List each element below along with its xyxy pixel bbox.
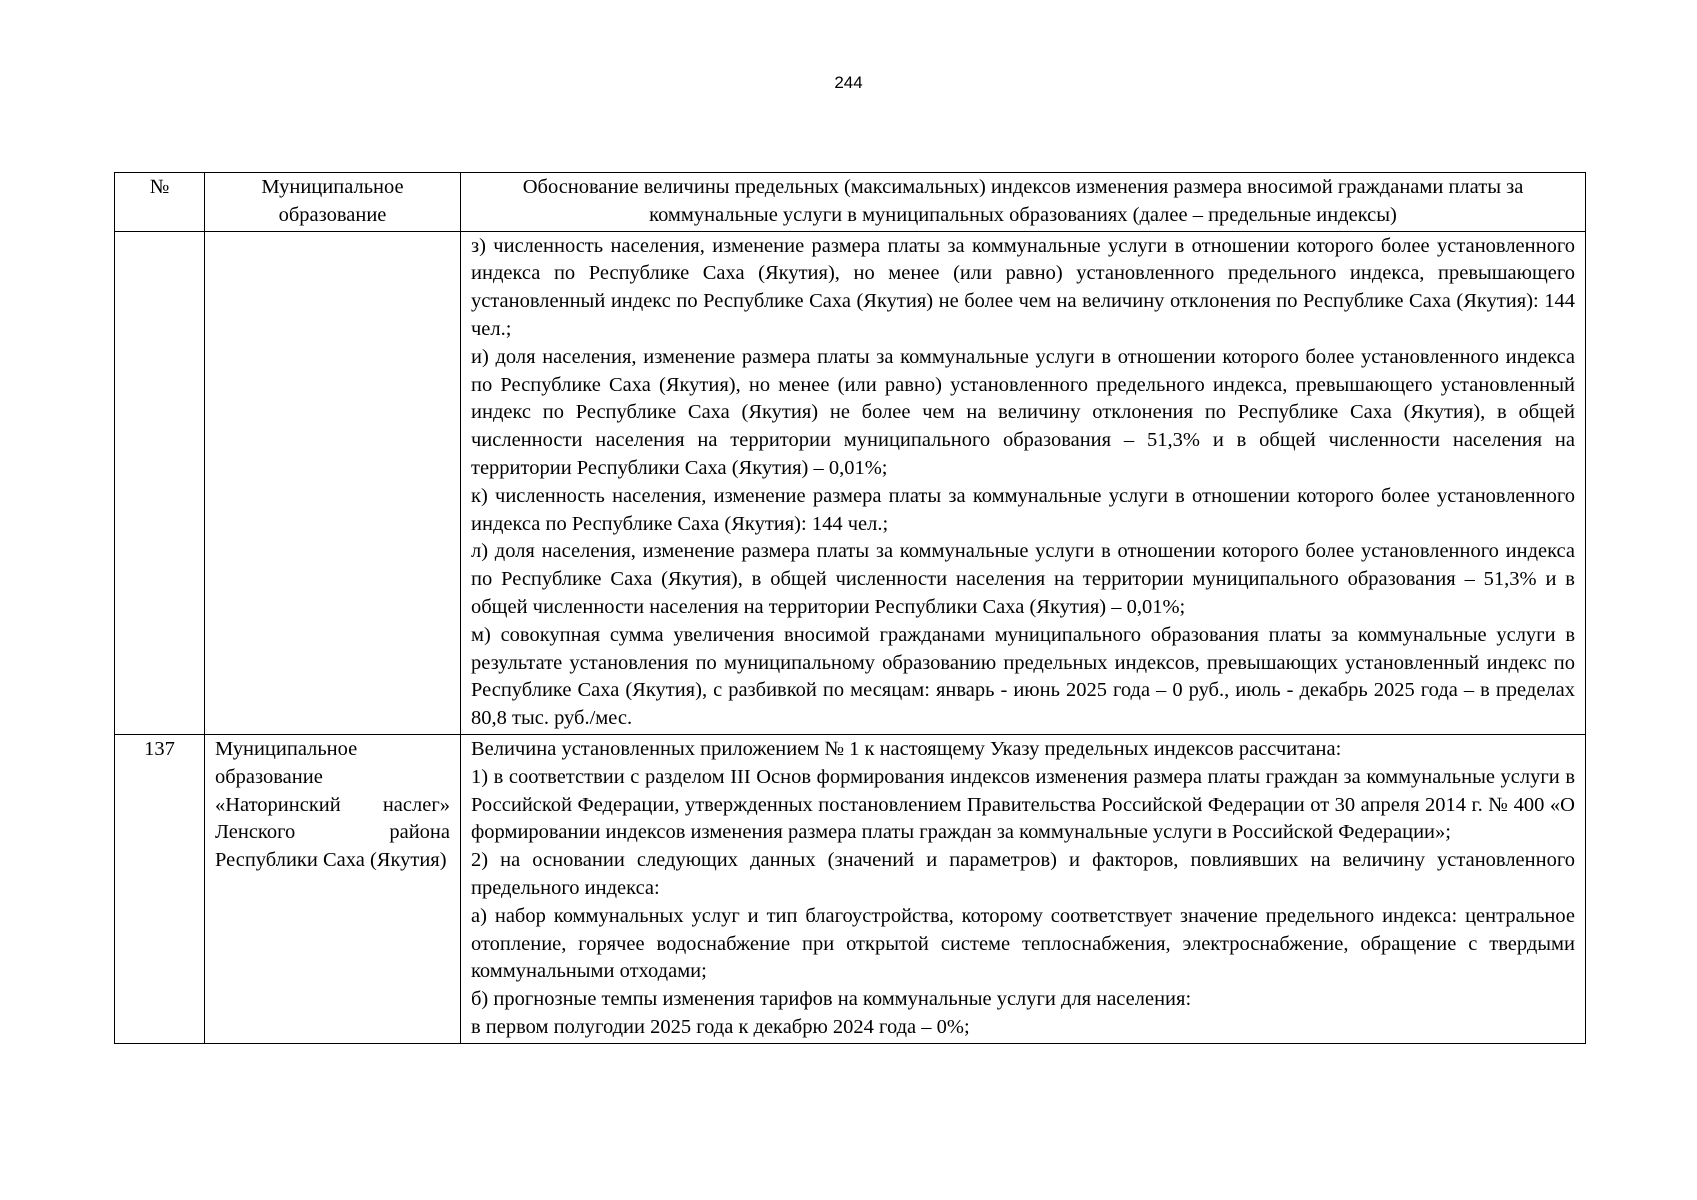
paragraph-k: к) численность населения, изменение размера платы за коммунальные услуги в отношении которого более установленного индекса по Республике Саха (Якутия): 144 чел.; [471, 484, 1575, 535]
header-num: № [115, 173, 205, 232]
paragraph-a: а) набор коммунальных услуг и тип благоустройства, которому соответствует значение предельного индекса: центральное отопление, горячее водоснабжение при открытой системе теплоснабжения, электроснабжение, обращение с твердыми коммунальными отходами; [471, 904, 1575, 983]
justification-table [114, 172, 1586, 1044]
paragraph-z: з) численность населения, изменение размера платы за коммунальные услуги в отношении которого более установленного индекса по Республике Саха (Якутия), но менее (или равно) установленного предельного индекса, превышающего установленный индекс по Республике Саха (Якутия) не более чем на величину отклонения по Республике Саха (Якутия): 144 чел.; [471, 234, 1575, 340]
paragraph-1: 1) в соответствии с разделом III Основ формирования индексов изменения размера платы граждан за коммунальные услуги в Российской Федерации, утвержденных постановлением Правительства Российской Федерации от 30 апреля 2014 г. № 400 «О формировании индексов изменения размера платы граждан за коммунальные услуги в Российской Федерации»; [471, 765, 1575, 844]
header-justification: Обоснование величины предельных (максимальных) индексов изменения размера вносимой гражданами платы за коммунальные услуги в муниципальных образованиях (далее – предельные индексы) [461, 173, 1586, 232]
paragraph-intro: Величина установленных приложением № 1 к настоящему Указу предельных индексов рассчитана: [471, 737, 1342, 760]
paragraph-b: б) прогнозные темпы изменения тарифов на коммунальные услуги для населения: [471, 988, 1192, 1011]
header-municipality: Муниципальное образование [205, 173, 461, 232]
row-municipality [205, 231, 461, 734]
table-row [115, 231, 1586, 734]
paragraph-b-first-half: в первом полугодии 2025 года к декабрю 2024 года – 0%; [471, 1015, 970, 1038]
page-number: 244 [834, 73, 863, 92]
table-header-row [115, 173, 1586, 232]
paragraph-m: м) совокупная сумма увеличения вносимой гражданами муниципального образования платы за коммунальные услуги в результате установления по муниципальному образованию предельных индексов, превышающих установленный индекс по Республике Саха (Якутия), с разбивкой по месяцам: январь - июнь 2025 года – 0 руб., июль - декабрь 2025 года – в пределах 80,8 тыс. руб./мес. [471, 623, 1575, 730]
row-num [115, 231, 205, 734]
paragraph-l: л) доля населения, изменение размера платы за коммунальные услуги в отношении которого более установленного индекса по Республике Саха (Якутия), в общей численности населения на территории муниципального образования – 51,3% и в общей численности населения на территории Республики Саха (Якутия) – 0,01%; [471, 540, 1575, 618]
row-justification [461, 734, 1586, 1043]
paragraph-i: и) доля населения, изменение размера платы за коммунальные услуги в отношении которого более установленного индекса по Республике Саха (Якутия), но менее (или равно) установленного предельного индекса, превышающего установленный индекс по Республике Саха (Якутия) не более чем на величину отклонения по Республике Саха (Якутия), в общей численности населения на территории муниципального образования – 51,3% и в общей численности населения на территории Республики Саха (Якутия) – 0,01%; [471, 345, 1575, 479]
row-justification [461, 231, 1586, 734]
row-num: 137 [115, 734, 205, 1043]
paragraph-2: 2) на основании следующих данных (значений и параметров) и факторов, повлиявших на величину установленного предельного индекса: [471, 849, 1575, 899]
table-row [115, 734, 1586, 1043]
row-municipality: Муниципальное образование «Наторинский наслег» Ленского района Республики Саха (Якутия) [205, 734, 461, 1043]
